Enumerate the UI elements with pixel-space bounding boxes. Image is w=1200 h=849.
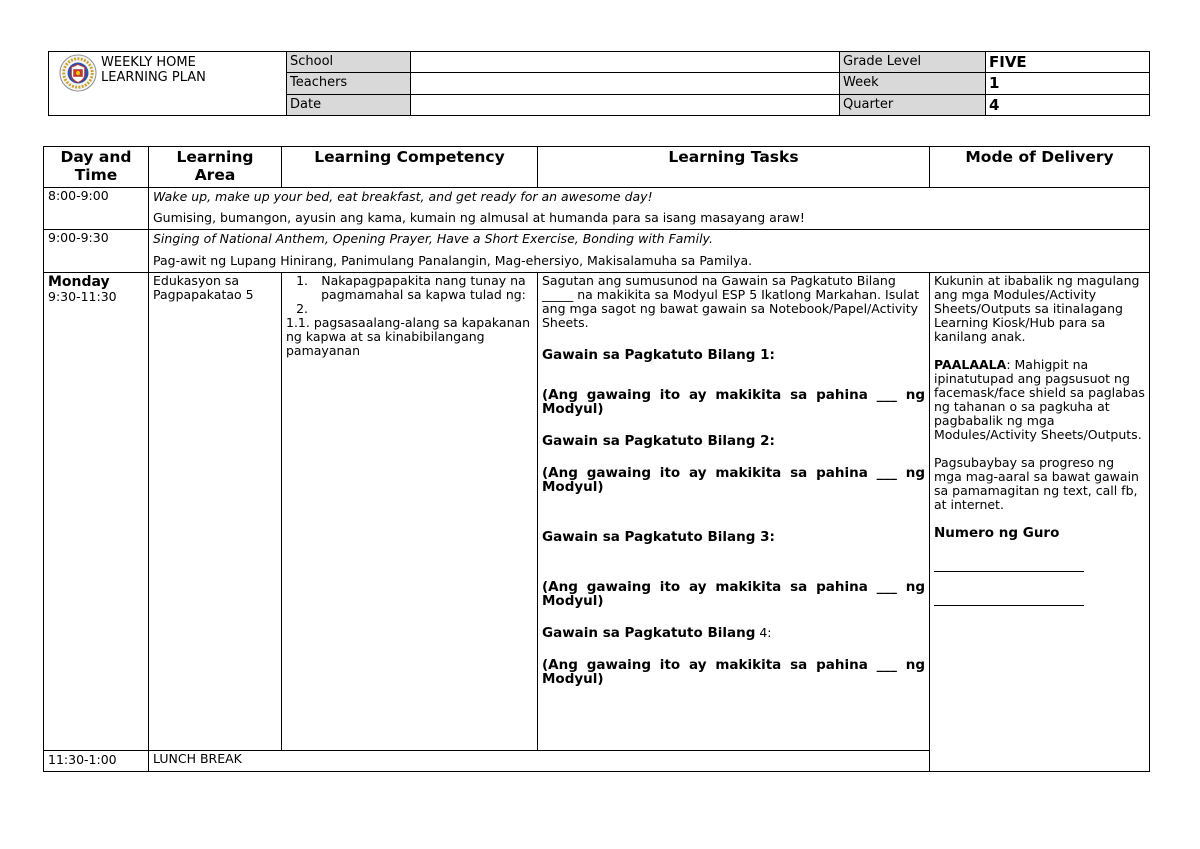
learning-plan-table xyxy=(43,146,1150,772)
task-4-suffix: 4: xyxy=(755,625,772,640)
date-value[interactable] xyxy=(411,94,840,115)
table-row xyxy=(44,230,1150,273)
time-lunch: 11:30-1:00 xyxy=(44,751,149,772)
day-label: Monday xyxy=(48,274,110,290)
teachers-label: Teachers xyxy=(287,73,411,94)
routine-text-english: Singing of National Anthem, Opening Prayer, Have a Short Exercise, Bonding with Family. xyxy=(153,231,713,246)
column-header-learning-area: Learning Area xyxy=(149,147,282,188)
quarter-value[interactable]: 4 xyxy=(986,94,1150,115)
deped-seal-icon xyxy=(59,54,97,92)
routine-cell-morning xyxy=(149,188,1150,230)
learning-competency-cell xyxy=(282,273,538,751)
column-header-learning-competency: Learning Competency xyxy=(282,147,538,188)
competency-item xyxy=(286,302,533,316)
column-header-day-time: Day and Time xyxy=(44,147,149,188)
competency-number: 1. xyxy=(296,273,308,288)
task-4-prefix: Gawain sa Pagkatuto Bilang xyxy=(542,625,756,641)
teachers-value[interactable] xyxy=(411,73,840,94)
mode-of-delivery-cell xyxy=(930,273,1150,772)
task-3-note: (Ang gawaing ito ay makikita sa pahina ___ ng Modyul) xyxy=(542,579,925,609)
mode-pickup-text: Kukunin at ibabalik ng magulang ang mga Modules/Activity Sheets/Outputs sa itinalagang Learning Kiosk/Hub para sa kanilang anak. xyxy=(934,273,1140,344)
task-1-note: (Ang gawaing ito ay makikita sa pahina ___ ng Modyul) xyxy=(542,387,925,417)
logo-title-cell xyxy=(49,52,287,116)
task-4-note: (Ang gawaing ito ay makikita sa pahina ___ ng Modyul) xyxy=(542,657,925,687)
teacher-number-label: Numero ng Guro xyxy=(934,525,1060,541)
grade-level-value[interactable]: FIVE xyxy=(986,52,1150,73)
teacher-number-blank-2[interactable] xyxy=(934,604,1084,606)
column-header-mode-of-delivery: Mode of Delivery xyxy=(930,147,1150,188)
task-4-title xyxy=(542,626,925,640)
learning-tasks-cell xyxy=(538,273,930,751)
quarter-label: Quarter xyxy=(840,94,986,115)
school-label: School xyxy=(287,52,411,73)
reminder-text: : Mahigpit na ipinatutupad ang pagsusuot ng facemask/face shield sa paglabas ng tahanan o sa pagkuha at pagbabalik ng mga Modules/Activity Sheets/Outputs. xyxy=(934,357,1145,442)
competency-number: 2. xyxy=(296,301,308,316)
time-8-9: 8:00-9:00 xyxy=(44,188,149,230)
learning-area-cell: Edukasyon sa Pagpapakatao 5 xyxy=(149,273,282,751)
table-row xyxy=(44,273,1150,751)
competency-text: Nakapagpapakita nang tunay na pagmamahal sa kapwa tulad ng: xyxy=(321,273,526,302)
teacher-number-blank-1[interactable] xyxy=(934,570,1084,572)
grade-level-label: Grade Level xyxy=(840,52,986,73)
competency-subitem: 1.1. pagsasaalang-alang sa kapakanan ng kapwa at sa kinabibilangang pamayanan xyxy=(286,315,531,358)
date-label: Date xyxy=(287,94,411,115)
week-label: Week xyxy=(840,73,986,94)
time-label: 9:30-11:30 xyxy=(48,289,117,304)
tasks-instructions: Sagutan ang sumusunod na Gawain sa Pagkatuto Bilang _____ na makikita sa Modyul ESP 5 Ikatlong Markahan. Isulat ang mga sagot ng bawat gawain sa Notebook/Papel/Activity Sheets. xyxy=(542,273,920,330)
mode-reminder xyxy=(934,358,1145,442)
routine-text-english: Wake up, make up your bed, eat breakfast, and get ready for an awesome day! xyxy=(153,189,653,204)
mode-monitoring-text: Pagsubaybay sa progreso ng mga mag-aaral sa bawat gawain sa pamamagitan ng text, call fb, at internet. xyxy=(934,455,1139,512)
school-value[interactable] xyxy=(411,52,840,73)
plan-title-line1: WEEKLY HOME xyxy=(101,55,196,70)
column-header-learning-tasks: Learning Tasks xyxy=(538,147,930,188)
monday-time-cell xyxy=(44,273,149,751)
plan-title-line2: LEARNING PLAN xyxy=(101,70,206,85)
routine-text-filipino: Gumising, bumangon, ayusin ang kama, kumain ng almusal at humanda para sa isang masayang araw! xyxy=(153,210,805,225)
lunch-break-cell: LUNCH BREAK xyxy=(149,751,930,772)
task-2-title: Gawain sa Pagkatuto Bilang 2: xyxy=(542,433,775,449)
routine-text-filipino: Pag-awit ng Lupang Hinirang, Panimulang Panalangin, Mag-ehersiyo, Makisalamuha sa Pamilya. xyxy=(153,253,753,268)
table-header-row xyxy=(44,147,1150,188)
routine-cell-opening xyxy=(149,230,1150,273)
week-value[interactable]: 1 xyxy=(986,73,1150,94)
reminder-label: PAALAALA xyxy=(934,357,1007,372)
table-row xyxy=(44,188,1150,230)
competency-item xyxy=(286,274,533,302)
task-3-title: Gawain sa Pagkatuto Bilang 3: xyxy=(542,529,775,545)
time-9-930: 9:00-9:30 xyxy=(44,230,149,273)
header-table xyxy=(48,51,1150,116)
task-1-title: Gawain sa Pagkatuto Bilang 1: xyxy=(542,347,775,363)
task-2-note: (Ang gawaing ito ay makikita sa pahina ___ ng Modyul) xyxy=(542,465,925,495)
